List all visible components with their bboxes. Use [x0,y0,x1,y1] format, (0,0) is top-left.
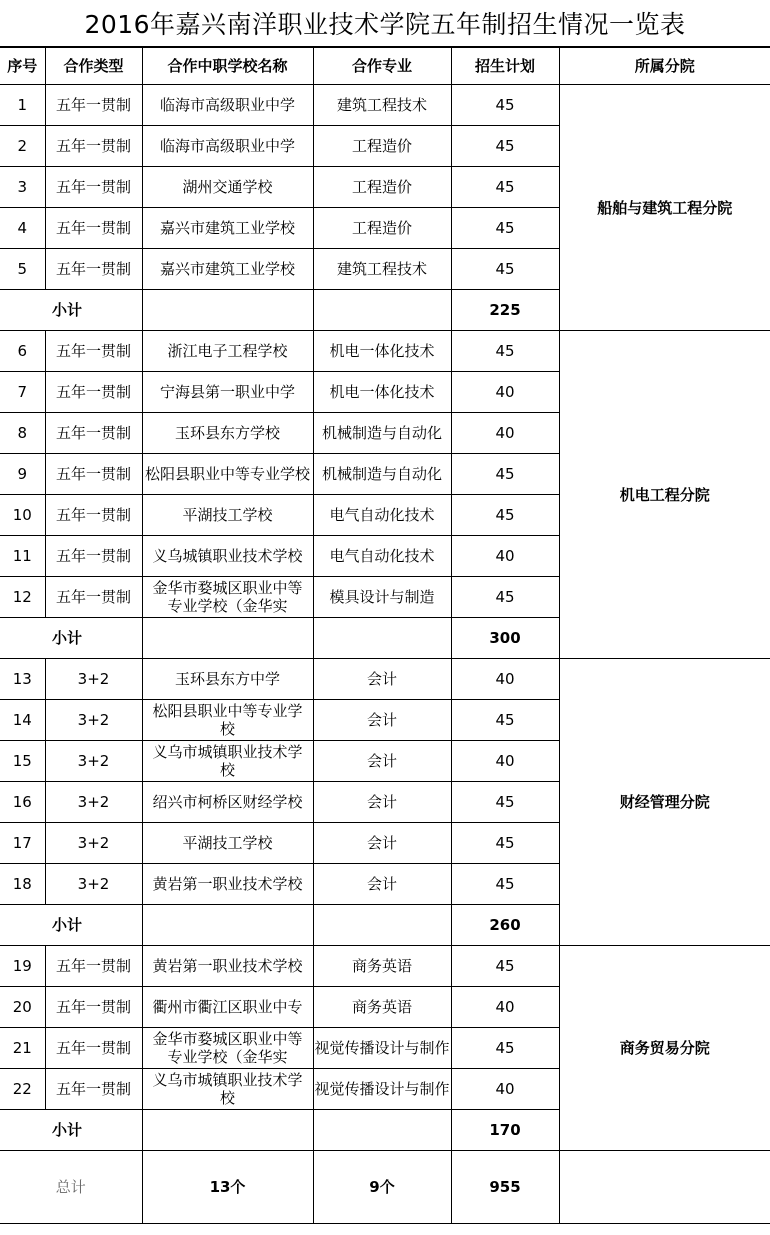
row-number-cell: 10 [0,495,45,536]
cooperation-type-cell: 五年一贯制 [45,454,142,495]
major-cell: 商务英语 [313,946,451,987]
cooperation-type-cell: 五年一贯制 [45,331,142,372]
school-name-cell: 玉环县东方学校 [142,413,313,454]
school-name-cell: 黄岩第一职业技术学校 [142,864,313,905]
enrollment-table [0,47,770,1224]
header-cell-plan: 招生计划 [451,48,559,85]
row-number-cell: 11 [0,536,45,577]
school-name-cell: 临海市高级职业中学 [142,85,313,126]
subtotal-value: 300 [451,618,559,659]
row-number-cell: 18 [0,864,45,905]
major-cell: 视觉传播设计与制作 [313,1069,451,1110]
subtotal-value: 260 [451,905,559,946]
cooperation-type-cell: 3+2 [45,864,142,905]
row-number-cell: 21 [0,1028,45,1069]
major-cell: 机电一体化技术 [313,372,451,413]
enrollment-plan-cell: 45 [451,167,559,208]
cooperation-type-cell: 五年一贯制 [45,987,142,1028]
school-name-cell: 平湖技工学校 [142,823,313,864]
major-cell: 建筑工程技术 [313,85,451,126]
header-cell-major: 合作专业 [313,48,451,85]
header-cell-no: 序号 [0,48,45,85]
enrollment-plan-cell: 40 [451,987,559,1028]
row-number-cell: 14 [0,700,45,741]
cooperation-type-cell: 五年一贯制 [45,536,142,577]
major-cell: 会计 [313,700,451,741]
empty-cell [559,1151,770,1224]
total-plan: 955 [451,1151,559,1224]
major-cell: 机电一体化技术 [313,331,451,372]
major-cell: 会计 [313,659,451,700]
enrollment-plan-cell: 45 [451,1028,559,1069]
row-number-cell: 16 [0,782,45,823]
cooperation-type-cell: 3+2 [45,659,142,700]
cooperation-type-cell: 五年一贯制 [45,1069,142,1110]
row-number-cell: 17 [0,823,45,864]
empty-cell [313,290,451,331]
enrollment-plan-cell: 45 [451,577,559,618]
subtotal-label: 小计 [0,1110,142,1151]
school-name-cell: 松阳县职业中等专业学校 [142,454,313,495]
enrollment-plan-cell: 45 [451,864,559,905]
school-name-cell: 玉环县东方中学 [142,659,313,700]
cooperation-type-cell: 3+2 [45,700,142,741]
table-row [0,331,770,372]
total-majors: 9个 [313,1151,451,1224]
enrollment-plan-cell: 45 [451,823,559,864]
empty-cell [142,1110,313,1151]
school-name-cell: 义乌市城镇职业技术学校 [142,741,313,782]
enrollment-plan-cell: 40 [451,372,559,413]
cooperation-type-cell: 3+2 [45,782,142,823]
school-name-cell: 湖州交通学校 [142,167,313,208]
cooperation-type-cell: 五年一贯制 [45,208,142,249]
major-cell: 会计 [313,741,451,782]
enrollment-plan-cell: 40 [451,659,559,700]
empty-cell [142,290,313,331]
enrollment-plan-cell: 40 [451,413,559,454]
cooperation-type-cell: 3+2 [45,823,142,864]
empty-cell [313,1110,451,1151]
header-cell-type: 合作类型 [45,48,142,85]
enrollment-plan-cell: 45 [451,208,559,249]
cooperation-type-cell: 五年一贯制 [45,249,142,290]
school-name-cell: 松阳县职业中等专业学校 [142,700,313,741]
row-number-cell: 3 [0,167,45,208]
school-name-cell: 义乌城镇职业技术学校 [142,536,313,577]
school-name-cell: 衢州市衢江区职业中专 [142,987,313,1028]
department-cell: 财经管理分院 [559,659,770,946]
school-name-cell: 金华市婺城区职业中等专业学校（金华实 [142,1028,313,1069]
school-name-cell: 嘉兴市建筑工业学校 [142,249,313,290]
enrollment-plan-cell: 45 [451,331,559,372]
row-number-cell: 20 [0,987,45,1028]
major-cell: 商务英语 [313,987,451,1028]
school-name-cell: 义乌市城镇职业技术学校 [142,1069,313,1110]
row-number-cell: 6 [0,331,45,372]
cooperation-type-cell: 五年一贯制 [45,167,142,208]
major-cell: 电气自动化技术 [313,495,451,536]
empty-cell [313,618,451,659]
cooperation-type-cell: 五年一贯制 [45,126,142,167]
subtotal-label: 小计 [0,618,142,659]
table-row [0,946,770,987]
school-name-cell: 临海市高级职业中学 [142,126,313,167]
cooperation-type-cell: 五年一贯制 [45,1028,142,1069]
total-schools: 13个 [142,1151,313,1224]
subtotal-value: 225 [451,290,559,331]
major-cell: 会计 [313,823,451,864]
header-cell-school: 合作中职学校名称 [142,48,313,85]
row-number-cell: 5 [0,249,45,290]
department-cell: 商务贸易分院 [559,946,770,1151]
empty-cell [142,905,313,946]
subtotal-label: 小计 [0,290,142,331]
school-name-cell: 绍兴市柯桥区财经学校 [142,782,313,823]
row-number-cell: 1 [0,85,45,126]
cooperation-type-cell: 五年一贯制 [45,946,142,987]
row-number-cell: 7 [0,372,45,413]
subtotal-value: 170 [451,1110,559,1151]
enrollment-plan-cell: 40 [451,741,559,782]
major-cell: 工程造价 [313,167,451,208]
school-name-cell: 黄岩第一职业技术学校 [142,946,313,987]
enrollment-plan-cell: 45 [451,85,559,126]
row-number-cell: 4 [0,208,45,249]
row-number-cell: 15 [0,741,45,782]
cooperation-type-cell: 五年一贯制 [45,577,142,618]
row-number-cell: 8 [0,413,45,454]
row-number-cell: 12 [0,577,45,618]
page-title: 2016年嘉兴南洋职业技术学院五年制招生情况一览表 [0,0,770,47]
major-cell: 机械制造与自动化 [313,454,451,495]
school-name-cell: 嘉兴市建筑工业学校 [142,208,313,249]
empty-cell [313,905,451,946]
row-number-cell: 22 [0,1069,45,1110]
department-cell: 机电工程分院 [559,331,770,659]
school-name-cell: 宁海县第一职业中学 [142,372,313,413]
header-cell-dept: 所属分院 [559,48,770,85]
cooperation-type-cell: 五年一贯制 [45,372,142,413]
table-row [0,85,770,126]
enrollment-plan-cell: 40 [451,1069,559,1110]
cooperation-type-cell: 五年一贯制 [45,85,142,126]
total-label: 总计 [0,1151,142,1224]
major-cell: 机械制造与自动化 [313,413,451,454]
major-cell: 电气自动化技术 [313,536,451,577]
school-name-cell: 浙江电子工程学校 [142,331,313,372]
enrollment-plan-cell: 45 [451,249,559,290]
enrollment-plan-cell: 45 [451,495,559,536]
row-number-cell: 13 [0,659,45,700]
row-number-cell: 9 [0,454,45,495]
department-cell: 船舶与建筑工程分院 [559,85,770,331]
cooperation-type-cell: 五年一贯制 [45,413,142,454]
school-name-cell: 金华市婺城区职业中等专业学校（金华实 [142,577,313,618]
major-cell: 会计 [313,864,451,905]
cooperation-type-cell: 3+2 [45,741,142,782]
major-cell: 工程造价 [313,208,451,249]
major-cell: 工程造价 [313,126,451,167]
major-cell: 建筑工程技术 [313,249,451,290]
enrollment-plan-cell: 45 [451,782,559,823]
enrollment-plan-cell: 45 [451,946,559,987]
enrollment-plan-cell: 45 [451,126,559,167]
table-row [0,659,770,700]
table-header-row [0,48,770,85]
major-cell: 模具设计与制造 [313,577,451,618]
row-number-cell: 19 [0,946,45,987]
row-number-cell: 2 [0,126,45,167]
school-name-cell: 平湖技工学校 [142,495,313,536]
subtotal-label: 小计 [0,905,142,946]
enrollment-plan-cell: 45 [451,700,559,741]
total-row [0,1151,770,1224]
enrollment-plan-cell: 45 [451,454,559,495]
cooperation-type-cell: 五年一贯制 [45,495,142,536]
empty-cell [142,618,313,659]
major-cell: 视觉传播设计与制作 [313,1028,451,1069]
enrollment-plan-cell: 40 [451,536,559,577]
major-cell: 会计 [313,782,451,823]
